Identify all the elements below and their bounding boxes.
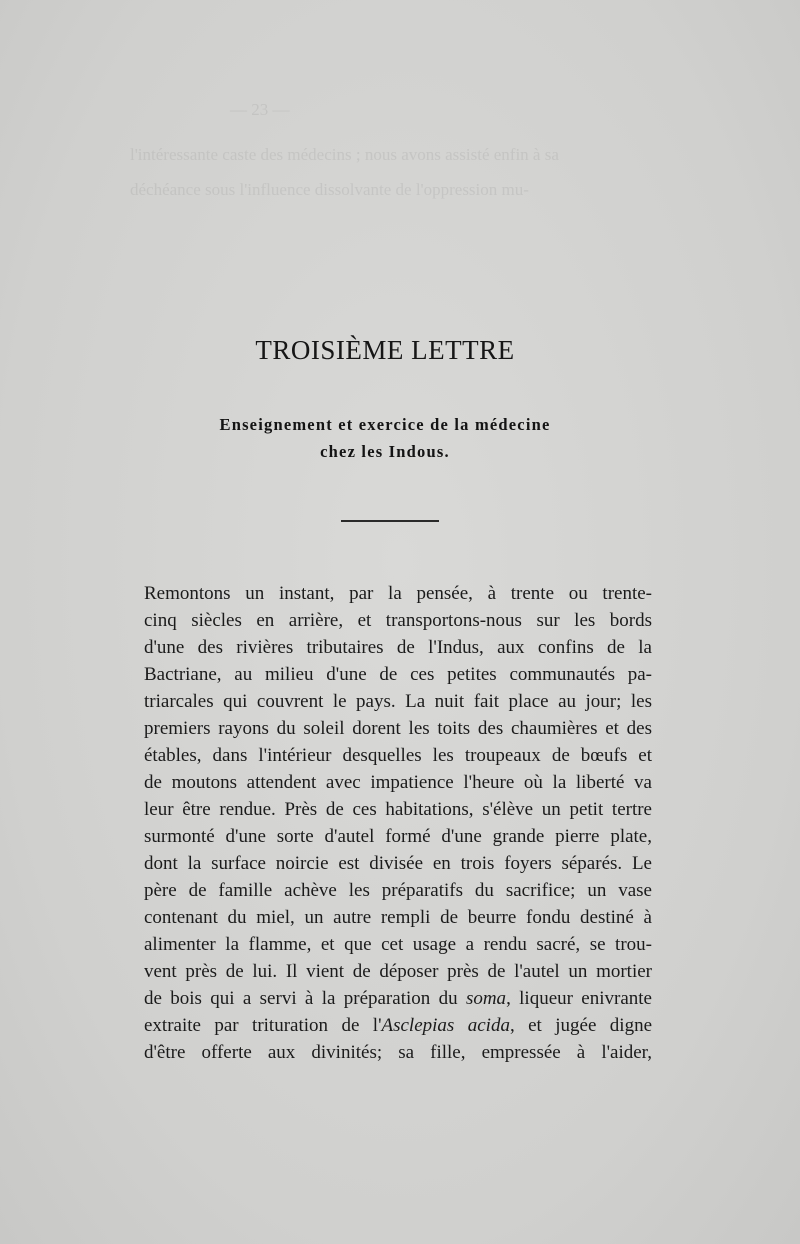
text-line: étables, dans l'intérieur desquelles les troupeaux de bœufs et	[144, 745, 652, 766]
chapter-title: TROISIÈME LETTRE	[255, 335, 515, 365]
text-line: leur être rendue. Près de ces habitations, s'élève un petit tertre	[144, 799, 652, 820]
chapter-subtitle-line-2: chez les Indous.	[320, 442, 450, 461]
text-line: vent près de lui. Il vient de déposer près de l'autel un mortier	[144, 961, 652, 982]
text-line: Remontons un instant, par la pensée, à trente ou trente-	[144, 583, 652, 604]
section-divider	[341, 520, 439, 522]
text-line: de bois qui a servi à la préparation du soma, liqueur enivrante	[144, 988, 652, 1009]
text-line: surmonté d'une sorte d'autel formé d'une grande pierre plate,	[144, 826, 652, 847]
text-line: Bactriane, au milieu d'une de ces petites communautés pa-	[144, 664, 652, 685]
text-line: dont la surface noircie est divisée en trois foyers séparés. Le	[144, 853, 652, 874]
text-line: père de famille achève les préparatifs du sacrifice; un vase	[144, 880, 652, 901]
text-line: alimenter la flamme, et que cet usage a rendu sacré, se trou-	[144, 934, 652, 955]
text-line: premiers rayons du soleil dorent les toits des chaumières et des	[144, 718, 652, 739]
text-line: triarcales qui couvrent le pays. La nuit fait place au jour; les	[144, 691, 652, 712]
text-line: cinq siècles en arrière, et transportons-nous sur les bords	[144, 610, 652, 631]
bleed-through-text: déchéance sous l'influence dissolvante de l'oppression mu-	[130, 180, 529, 199]
text-line: extraite par trituration de l'Asclepias acida, et jugée digne	[144, 1015, 653, 1036]
text-line: d'une des rivières tributaires de l'Indus, aux confins de la	[144, 637, 652, 658]
chapter-subtitle-line-1: Enseignement et exercice de la médecine	[219, 415, 551, 434]
text-line: d'être offerte aux divinités; sa fille, empressée à l'aider,	[144, 1042, 652, 1063]
bleed-through-text: l'intéressante caste des médecins ; nous avons assisté enfin à sa	[130, 145, 559, 164]
text-line: contenant du miel, un autre rempli de beurre fondu destiné à	[144, 907, 652, 928]
text-line: de moutons attendent avec impatience l'heure où la liberté va	[144, 772, 652, 793]
bleed-through-text: — 23 —	[230, 100, 290, 119]
